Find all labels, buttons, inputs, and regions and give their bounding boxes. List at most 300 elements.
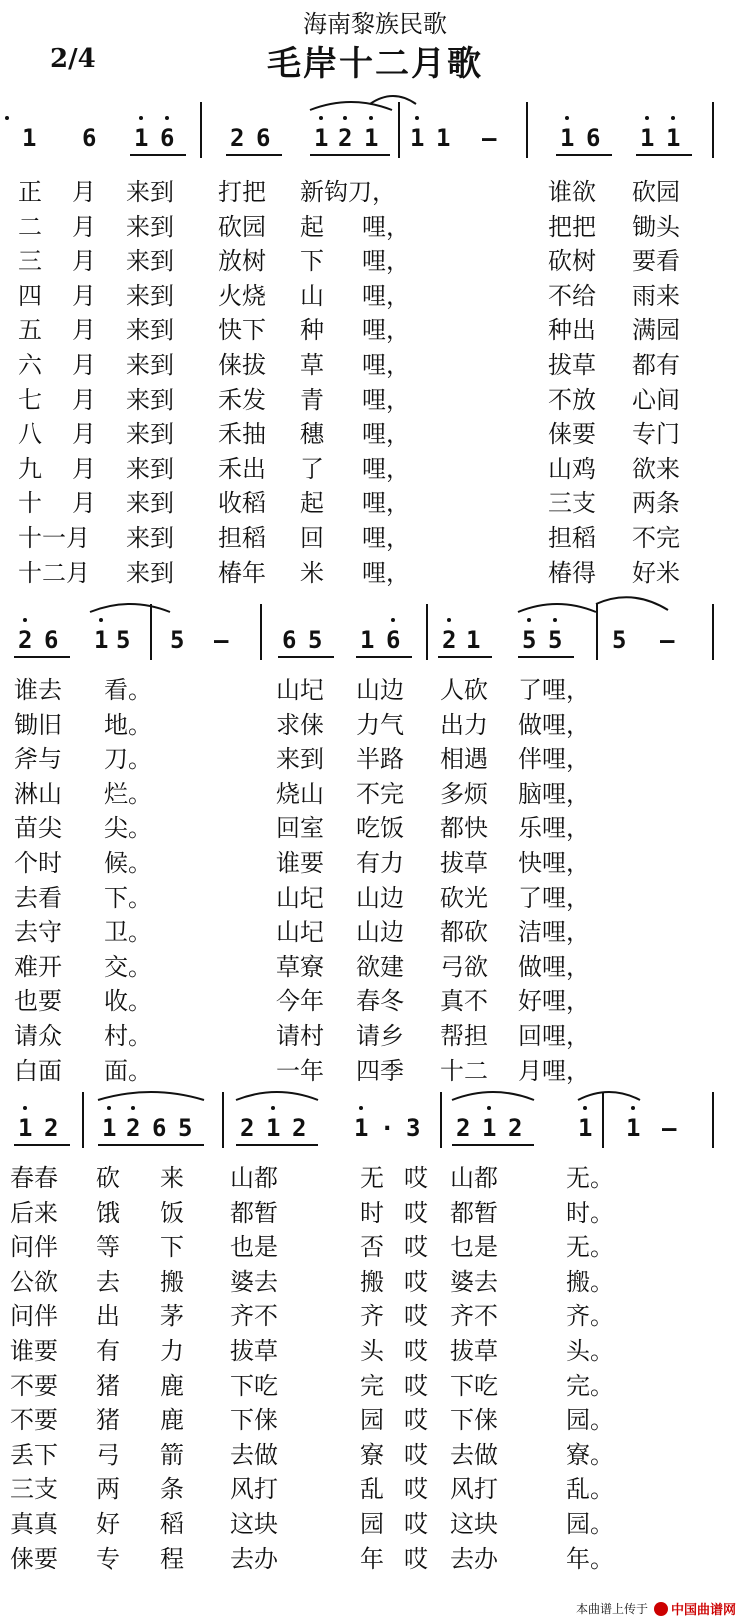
lyric-cell: 淋山 [14, 779, 62, 808]
note: 5 [308, 626, 323, 654]
lyric-cell: 青 [300, 385, 324, 414]
lyric-cell: 新钩刀， [300, 178, 396, 206]
lyric-cell: 丢下 [10, 1440, 58, 1469]
lyric-cell: 刀。 [104, 745, 152, 774]
lyric-cell: 相遇 [440, 745, 488, 774]
lyric-cell: 锄头 [632, 212, 680, 241]
lyric-cell: 春春 [10, 1164, 58, 1192]
lyric-cell: 月 [72, 316, 96, 345]
lyric-cell: 山边 [356, 883, 404, 912]
lyric-cell: 十二 [440, 1056, 488, 1085]
note: 1 [134, 124, 149, 152]
lyric-cell: 搬 [160, 1267, 184, 1296]
slur [236, 1092, 318, 1100]
lyric-cell: 五 [18, 316, 42, 345]
lyric-cell: 都砍 [440, 918, 488, 947]
lyric-cell: 快下 [218, 316, 266, 345]
lyric-cell: 有力 [356, 849, 404, 877]
note: 1 [578, 1114, 593, 1142]
note: 2 [126, 1114, 141, 1142]
lyric-cell: 都暂 [450, 1198, 498, 1227]
lyric-cell: 哩， [362, 489, 410, 518]
lyric-cell: 齐 [360, 1302, 384, 1331]
lyric-cell: 山边 [356, 676, 404, 704]
lyric-cell: 人砍 [440, 676, 488, 704]
lyric-cell: 稻 [160, 1510, 184, 1538]
lyric-cell: 拔草 [548, 351, 596, 379]
lyric-cell: 婆去 [450, 1267, 498, 1296]
lyric-cell: 收稻 [218, 489, 266, 518]
lyric-cell: 饭 [160, 1198, 184, 1227]
lyric-cell: 哎 [404, 1233, 428, 1262]
lyric-cell: 快哩， [518, 849, 590, 877]
lyric-cell: 来到 [126, 420, 174, 449]
lyric-cell: 来到 [126, 524, 174, 552]
lyric-cell: 种出 [548, 316, 596, 345]
lyric-cell: 帮担 [440, 1022, 488, 1050]
lyric-cell: 力 [160, 1337, 184, 1365]
note: 5 [522, 626, 537, 654]
lyric-cell: 多烦 [440, 779, 488, 808]
lyric-cell: 二 [18, 212, 42, 241]
lyric-cell: 哎 [404, 1475, 428, 1504]
note: 2 [508, 1114, 523, 1142]
lyric-cell: 哎 [404, 1337, 428, 1365]
lyric-cell: 去办 [230, 1544, 278, 1573]
lyric-cell: 俫要 [548, 420, 596, 449]
lyric-cell: 伴哩， [518, 745, 590, 774]
lyric-cell: 无 [360, 1164, 384, 1192]
lyric-cell: 满园 [632, 316, 680, 345]
lyric-cell: 一年 [276, 1056, 324, 1085]
lyric-cell: 月 [72, 247, 96, 276]
lyric-cell: 椿年 [218, 558, 266, 587]
lyric-cell: 不要 [10, 1406, 58, 1435]
lyric-cell: 回室 [276, 814, 324, 843]
lyric-cell: 砍园 [632, 178, 680, 206]
lyric-cell: 哎 [404, 1440, 428, 1469]
lyric-cell: 做哩， [518, 952, 590, 981]
lyric-cell: 十一月 [18, 524, 90, 552]
lyric-cell: 四 [18, 281, 42, 310]
lyric-cell: 乱 [360, 1475, 384, 1504]
lyric-cell: 齐不 [450, 1302, 498, 1331]
lyric-cell: 请众 [14, 1022, 62, 1050]
lyric-cell: 三支 [10, 1475, 58, 1504]
note: 2 [240, 1114, 255, 1142]
lyric-cell: 不给 [548, 281, 596, 310]
lyric-cell: 公欲 [10, 1267, 58, 1296]
lyric-cell: 俫拔 [218, 351, 266, 379]
lyric-cell: 园 [360, 1406, 384, 1435]
note: 6 [82, 124, 97, 152]
lyric-cell: 问伴 [10, 1233, 58, 1262]
lyric-cell: 春冬 [356, 987, 404, 1016]
lyric-cell: 半路 [356, 745, 404, 774]
lyric-cell: 斧与 [14, 745, 62, 774]
lyric-cell: 谁要 [276, 849, 324, 877]
lyric-cell: 穗 [300, 420, 324, 449]
lyric-cell: 鹿 [160, 1371, 184, 1400]
lyric-cell: 把把 [548, 212, 596, 241]
lyric-cell: 欲建 [356, 952, 404, 981]
lyric-cell: 月 [72, 212, 96, 241]
lyric-cell: 了哩， [518, 883, 590, 912]
lyric-cell: 起 [300, 212, 324, 241]
lyric-cell: 哩， [362, 385, 410, 414]
lyric-cell: 米 [300, 558, 324, 587]
slur [310, 102, 392, 110]
lyric-cell: 搬 [360, 1267, 384, 1296]
lyric-cell: 去办 [450, 1544, 498, 1573]
lyric-cell: 哎 [404, 1267, 428, 1296]
note: · [380, 1114, 395, 1142]
lyric-cell: 放树 [218, 247, 266, 276]
lyric-cell: 谁去 [14, 676, 62, 704]
lyric-cell: 做哩， [518, 710, 590, 739]
lyric-cell: 十 [18, 489, 42, 518]
lyric-cell: 请乡 [356, 1022, 404, 1050]
note: 6 [152, 1114, 167, 1142]
note: 2 [292, 1114, 307, 1142]
lyric-cell: 来到 [126, 178, 174, 206]
lyric-cell: 回 [300, 524, 324, 552]
note: 1 [436, 124, 451, 152]
lyric-cell: 山圮 [276, 918, 324, 947]
lyric-cell: 园 [360, 1510, 384, 1538]
lyric-cell: 出力 [440, 710, 488, 739]
lyric-cell: 山圮 [276, 883, 324, 912]
lyric-cell: 拔草 [450, 1337, 498, 1365]
lyric-cell: 去做 [450, 1440, 498, 1469]
slur [518, 604, 596, 612]
lyric-cell: 不要 [10, 1371, 58, 1400]
lyric-cell: 也是 [230, 1233, 278, 1262]
lyric-cell: 哩， [362, 281, 410, 310]
slur [452, 1092, 534, 1100]
lyric-cell: 砍园 [218, 212, 266, 241]
lyric-cell: 来到 [126, 212, 174, 241]
note: 1 [466, 626, 481, 654]
lyric-cell: 禾发 [218, 385, 266, 414]
lyric-cell: 寮 [360, 1440, 384, 1469]
lyric-cell: 年 [360, 1544, 384, 1573]
lyric-cell: 程 [160, 1544, 184, 1573]
lyric-cell: 哩， [362, 454, 410, 483]
lyric-cell: 好米 [632, 558, 680, 587]
note: 5 [116, 626, 131, 654]
note: 1 [364, 124, 379, 152]
lyric-cell: 回哩， [518, 1022, 590, 1050]
lyric-cell: 哎 [404, 1406, 428, 1435]
note: 6 [586, 124, 601, 152]
lyric-cell: 否 [360, 1233, 384, 1262]
lyric-cell: 欲来 [632, 454, 680, 483]
lyric-cell: 三支 [548, 489, 596, 518]
lyric-cell: 下俫 [450, 1406, 498, 1435]
lyric-cell: 山圮 [276, 676, 324, 704]
lyric-cell: 哩， [362, 316, 410, 345]
note: 5 [612, 626, 627, 654]
note: 6 [282, 626, 297, 654]
note: — [482, 124, 497, 152]
lyric-cell: 这块 [450, 1510, 498, 1538]
lyric-cell: 了哩， [518, 676, 590, 704]
lyric-cell: 正 [18, 178, 42, 206]
lyric-cell: 猪 [96, 1406, 120, 1435]
lyric-cell: 苗尖 [14, 814, 62, 843]
lyric-cell: 雨来 [632, 281, 680, 310]
lyric-cell: 乜是 [450, 1233, 498, 1262]
lyric-cell: 月 [72, 420, 96, 449]
lyric-cell: 风打 [450, 1475, 498, 1504]
lyric-cell: 山鸡 [548, 454, 596, 483]
lyric-cell: 都暂 [230, 1198, 278, 1227]
lyric-cell: 尖。 [104, 814, 152, 843]
lyric-cell: 脑哩， [518, 779, 590, 808]
lyric-cell: 来到 [126, 281, 174, 310]
lyric-cell: 下俫 [230, 1406, 278, 1435]
lyric-cell: 乱。 [566, 1475, 614, 1504]
lyric-cell: 要看 [632, 247, 680, 276]
lyric-cell: 三 [18, 247, 42, 276]
lyric-cell: 请村 [276, 1022, 324, 1050]
lyric-cell: 下吃 [450, 1371, 498, 1400]
lyric-cell: 下 [300, 247, 324, 276]
note: 1 [18, 1114, 33, 1142]
note: 5 [170, 626, 185, 654]
lyric-cell: 地。 [104, 710, 152, 739]
lyric-cell: 哎 [404, 1510, 428, 1538]
lyric-cell: 来到 [126, 454, 174, 483]
lyric-cell: 两 [96, 1475, 120, 1504]
lyric-cell: 时 [360, 1198, 384, 1227]
lyric-cell: 专门 [632, 420, 680, 449]
lyric-cell: 山边 [356, 918, 404, 947]
lyric-cell: 出 [96, 1302, 120, 1331]
lyric-cell: 了 [300, 454, 324, 483]
lyric-cell: 真不 [440, 987, 488, 1016]
lyric-cell: 来到 [126, 385, 174, 414]
lyric-cell: 哎 [404, 1544, 428, 1573]
note: 5 [178, 1114, 193, 1142]
lyric-cell: 月 [72, 281, 96, 310]
lyric-cell: 后来 [10, 1198, 58, 1227]
note: — [660, 626, 675, 654]
lyric-cell: 月 [72, 351, 96, 379]
slur [596, 597, 668, 610]
lyric-cell: 哩， [362, 420, 410, 449]
time-signature: 2/4 [50, 44, 96, 74]
lyric-cell: 火烧 [218, 281, 266, 310]
note: 1 [482, 1114, 497, 1142]
lyric-cell: 九 [18, 454, 42, 483]
lyric-cell: 收。 [104, 987, 152, 1016]
note: 6 [256, 124, 271, 152]
lyric-cell: 禾出 [218, 454, 266, 483]
lyric-cell: 哩， [362, 558, 410, 587]
note: 2 [18, 626, 33, 654]
lyric-cell: 头。 [566, 1337, 614, 1365]
lyric-cell: 风打 [230, 1475, 278, 1504]
lyric-cell: 饿 [96, 1198, 120, 1227]
lyric-cell: 拔草 [230, 1337, 278, 1365]
lyric-cell: 乐哩， [518, 814, 590, 843]
lyric-cell: 山都 [230, 1164, 278, 1192]
note: 1 [266, 1114, 281, 1142]
note: 1 [360, 626, 375, 654]
lyric-cell: 去 [96, 1267, 120, 1296]
lyric-cell: 来到 [126, 351, 174, 379]
lyric-cell: 寮。 [566, 1440, 614, 1469]
note: 1 [354, 1114, 369, 1142]
lyric-cell: 哎 [404, 1302, 428, 1331]
lyric-cell: 十二月 [18, 558, 90, 587]
lyric-cell: 月 [72, 178, 96, 206]
lyric-cell: 起 [300, 489, 324, 518]
lyric-cell: 村。 [104, 1022, 152, 1050]
note: 1 [640, 124, 655, 152]
lyric-cell: 候。 [104, 849, 152, 877]
slur [90, 604, 170, 612]
lyric-cell: 鹿 [160, 1406, 184, 1435]
lyric-cell: 园。 [566, 1406, 614, 1435]
note: 1 [666, 124, 681, 152]
lyric-cell: 拔草 [440, 849, 488, 877]
lyric-cell: 哎 [404, 1164, 428, 1192]
lyric-cell: 七 [18, 385, 42, 414]
note: 1 [560, 124, 575, 152]
note: 1 [314, 124, 329, 152]
lyric-cell: 哩， [362, 524, 410, 552]
lyric-cell: 八 [18, 420, 42, 449]
lyric-cell: 完。 [566, 1371, 614, 1400]
lyric-cell: 六 [18, 351, 42, 379]
lyric-cell: 交。 [104, 952, 152, 981]
lyric-cell: 烂。 [104, 779, 152, 808]
lyric-cell: 锄旧 [14, 710, 62, 739]
lyric-cell: 来到 [126, 316, 174, 345]
lyric-cell: 等 [96, 1233, 120, 1262]
note: 2 [456, 1114, 471, 1142]
lyric-cell: 去看 [14, 883, 62, 912]
lyric-cell: 哩， [362, 351, 410, 379]
lyric-cell: 心间 [632, 385, 680, 414]
lyric-cell: 年。 [566, 1544, 614, 1573]
note: 2 [442, 626, 457, 654]
lyric-cell: 齐不 [230, 1302, 278, 1331]
lyric-cell: 时。 [566, 1198, 614, 1227]
lyric-cell: 来到 [276, 745, 324, 774]
lyric-cell: 齐。 [566, 1302, 614, 1331]
lyric-cell: 都有 [632, 351, 680, 379]
lyric-cell: 好 [96, 1510, 120, 1538]
note: 1 [410, 124, 425, 152]
lyric-cell: 问伴 [10, 1302, 58, 1331]
lyric-cell: 看。 [104, 676, 152, 704]
note: 6 [44, 626, 59, 654]
note: 2 [338, 124, 353, 152]
lyric-cell: 山都 [450, 1164, 498, 1192]
lyric-cell: 不完 [356, 779, 404, 808]
lyric-cell: 月哩， [518, 1056, 590, 1085]
lyric-cell: 禾抽 [218, 420, 266, 449]
lyric-cell: 谁欲 [548, 178, 596, 206]
song-subtitle: 海南黎族民歌 [303, 10, 447, 38]
note: 2 [44, 1114, 59, 1142]
upload-text: 本曲谱上传于 [575, 1602, 648, 1616]
note: 1 [22, 124, 37, 152]
lyric-cell: 茅 [160, 1302, 184, 1331]
lyric-cell: 月 [72, 454, 96, 483]
lyric-cell: 弓 [96, 1440, 120, 1469]
lyric-cell: 真真 [10, 1510, 58, 1538]
lyric-cell: 有 [96, 1337, 120, 1365]
lyric-cell: 好哩， [518, 987, 590, 1016]
lyric-cell: 哎 [404, 1371, 428, 1400]
lyric-cell: 弓欲 [440, 952, 488, 981]
lyric-cell: 猪 [96, 1371, 120, 1400]
lyric-cell: 园。 [566, 1510, 614, 1538]
lyric-cell: 砍 [96, 1164, 120, 1192]
lyric-cell: 都快 [440, 814, 488, 843]
lyric-cell: 完 [360, 1371, 384, 1400]
note: 5 [548, 626, 563, 654]
lyric-cell: 担稻 [218, 524, 266, 552]
note: 6 [386, 626, 401, 654]
lyric-cell: 去做 [230, 1440, 278, 1469]
lyric-cell: 下吃 [230, 1371, 278, 1400]
lyric-cell: 头 [360, 1337, 384, 1365]
note: — [214, 626, 229, 654]
lyric-cell: 婆去 [230, 1267, 278, 1296]
lyric-cell: 不放 [548, 385, 596, 414]
lyric-cell: 烧山 [276, 779, 324, 808]
lyric-cell: 条 [160, 1475, 184, 1504]
lyric-cell: 今年 [276, 987, 324, 1016]
lyric-cell: 哩， [362, 212, 410, 241]
lyric-cell: 无。 [566, 1233, 614, 1262]
lyric-cell: 去守 [14, 918, 62, 947]
lyric-cell: 吃饭 [356, 814, 404, 843]
lyric-cell: 求俫 [276, 710, 324, 739]
lyric-cell: 卫。 [104, 918, 152, 947]
lyric-cell: 搬。 [566, 1267, 614, 1296]
song-title: 毛岸十二月歌 [267, 44, 483, 84]
lyric-cell: 月 [72, 385, 96, 414]
lyric-cell: 砍光 [440, 883, 488, 912]
note: 1 [626, 1114, 641, 1142]
note: 1 [94, 626, 109, 654]
lyric-cell: 两条 [632, 489, 680, 518]
lyric-cell: 也要 [14, 987, 62, 1016]
lyric-cell: 椿得 [548, 558, 596, 587]
lyric-cell: 四季 [356, 1056, 404, 1085]
lyric-cell: 白面 [14, 1056, 62, 1085]
note: — [662, 1114, 677, 1142]
lyric-cell: 面。 [104, 1056, 152, 1085]
lyric-cell: 下。 [104, 883, 152, 912]
slur [98, 1092, 204, 1100]
lyric-cell: 草寮 [276, 952, 324, 981]
lyric-cell: 打把 [218, 178, 266, 206]
lyric-cell: 力气 [356, 710, 404, 739]
lyric-cell: 俫要 [10, 1544, 58, 1573]
slur [370, 96, 416, 104]
lyric-cell: 山 [300, 281, 324, 310]
lyric-cell: 来到 [126, 489, 174, 518]
lyric-cell: 下 [160, 1233, 184, 1262]
